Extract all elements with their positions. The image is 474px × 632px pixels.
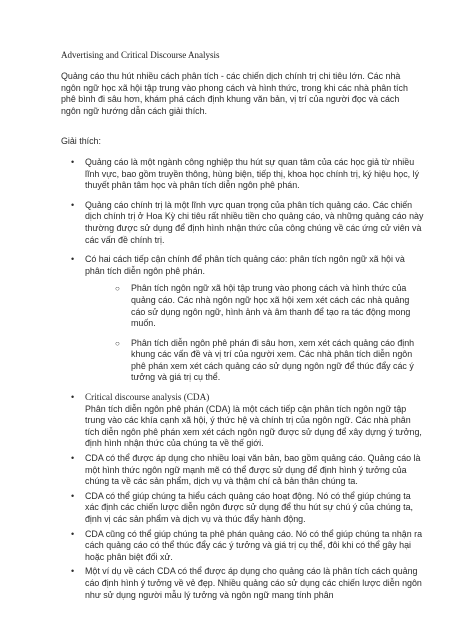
document-title: Advertising and Critical Discourse Analysis	[61, 50, 220, 60]
sub-list-item-text: Phân tích diễn ngôn phê phán đi sâu hơn, xem xét cách quảng cáo định khung các vấn đề và vị trí của người xem. Các nhà phân tích diễn ngôn phê phán xem xét cách quảng cáo sử dụng ngôn ngữ để thúc đẩy các ý tưởng và giá trị cụ thể.	[131, 337, 415, 383]
sub-list-item	[109, 338, 423, 384]
cda-intro-text: Phân tích diễn ngôn phê phán (CDA) là một cách tiếp cận phân tích ngôn ngữ tập trung vào các khía cạnh xã hội, ý thức hệ và chính trị của ngôn ngữ. Các nhà phân tích diễn ngôn phê phán xem xét cách ngôn ngữ được sử dụng để xây dựng ý tưởng, định hình nhận thức của chúng ta về thế giới.	[85, 403, 422, 449]
cda-list	[61, 392, 474, 601]
bullet-icon: •	[71, 156, 75, 167]
list-item	[61, 200, 425, 246]
bullet-icon: •	[71, 528, 75, 539]
list-item-text: Quảng cáo là một ngành công nghiệp thu hút sự quan tâm của các học giả từ nhiều lĩnh vực, bao gồm truyền thông, hùng biện, tiếp thị, khoa học chính trị, ký hiệu học, lý thuyết phân tâm học và phân tích diễn ngôn phê phán.	[85, 156, 420, 191]
sub-list-item	[109, 283, 423, 329]
list-item-text: CDA cũng có thể giúp chúng ta phê phán quảng cáo. Nó có thể giúp chúng ta nhận ra cách quảng cáo có thể thúc đẩy các ý tưởng và giá trị cụ thể, đôi khi có thể gây hại hoặc phân biệt đối xử.	[85, 528, 423, 562]
list-item-text: Một ví dụ về cách CDA có thể được áp dụng cho quảng cáo là phân tích cách quảng cáo định hình ý tưởng về vẻ đẹp. Nhiều quảng cáo sử dụng các chiến lược diễn ngôn như sử dụng người mẫu lý tưởng và ngôn ngữ mang tính phân	[85, 566, 422, 600]
bullet-icon: •	[71, 453, 75, 464]
bullet-icon: •	[71, 199, 75, 210]
bullet-icon: •	[71, 254, 75, 265]
list-item-text: CDA có thể được áp dụng cho nhiều loại văn bản, bao gồm quảng cáo. Quảng cáo là một hình thức ngôn ngữ mạnh mẽ có thể được sử dụng để định hình ý tưởng của chúng ta về các sản phẩm, dịch vụ và thậm chí cả bản thân chúng ta.	[85, 453, 421, 487]
section-label: Giải thích:	[61, 136, 101, 147]
cda-heading: Critical discourse analysis (CDA)	[85, 392, 210, 403]
list-item	[61, 529, 425, 564]
circle-bullet-icon: ○	[115, 338, 120, 348]
bullet-icon: •	[71, 490, 75, 501]
list-item	[61, 392, 425, 450]
list-item-text: Quảng cáo chính trị là một lĩnh vực quan trọng của phân tích quảng cáo. Các chiến dịch chính trị ở Hoa Kỳ chi tiêu rất nhiều tiền cho quảng cáo, và những quảng cáo này thường được sử dụng để định hình nhận thức của công chúng về các ứng cử viên và các vấn đề chính trị.	[85, 199, 424, 245]
list-item-text: Có hai cách tiếp cận chính để phân tích quảng cáo: phân tích ngôn ngữ xã hội và phân tích diễn ngôn phê phán.	[85, 254, 405, 276]
bullet-icon: •	[71, 392, 75, 403]
list-item	[61, 453, 425, 488]
intro-paragraph: Quảng cáo thu hút nhiều cách phân tích - các chiến dịch chính trị chi tiêu lớn. Các nhà ngôn ngữ học xã hội tập trung vào phong cách và hình thức, trong khi các nhà phân tích phê bình đi sâu hơn, khám phá cách định khung văn bản, vị trí của người đọc và cách ngôn ngữ hướng dẫn cách giải thích.	[61, 71, 408, 116]
list-item	[61, 566, 425, 601]
list-item	[61, 157, 425, 192]
sub-list-item-text: Phân tích ngôn ngữ xã hội tập trung vào phong cách và hình thức của quảng cáo. Các nhà ngôn ngữ học xã hội xem xét cách các nhà quảng cáo sử dụng ngôn ngữ, hình ảnh và âm thanh để tạo ra tác động mong muốn.	[131, 283, 411, 329]
list-item	[61, 254, 425, 384]
list-item-text: CDA có thể giúp chúng ta hiểu cách quảng cáo hoạt động. Nó có thể giúp chúng ta xác định các chiến lược diễn ngôn được sử dụng để thu hút sự chú ý của chúng ta, định vị các sản phẩm và dịch vụ và thúc đẩy hành động.	[85, 490, 413, 524]
explanation-list	[61, 157, 474, 384]
sub-list	[85, 283, 425, 384]
bullet-icon: •	[71, 566, 75, 577]
list-item	[61, 491, 425, 526]
circle-bullet-icon: ○	[115, 284, 120, 294]
